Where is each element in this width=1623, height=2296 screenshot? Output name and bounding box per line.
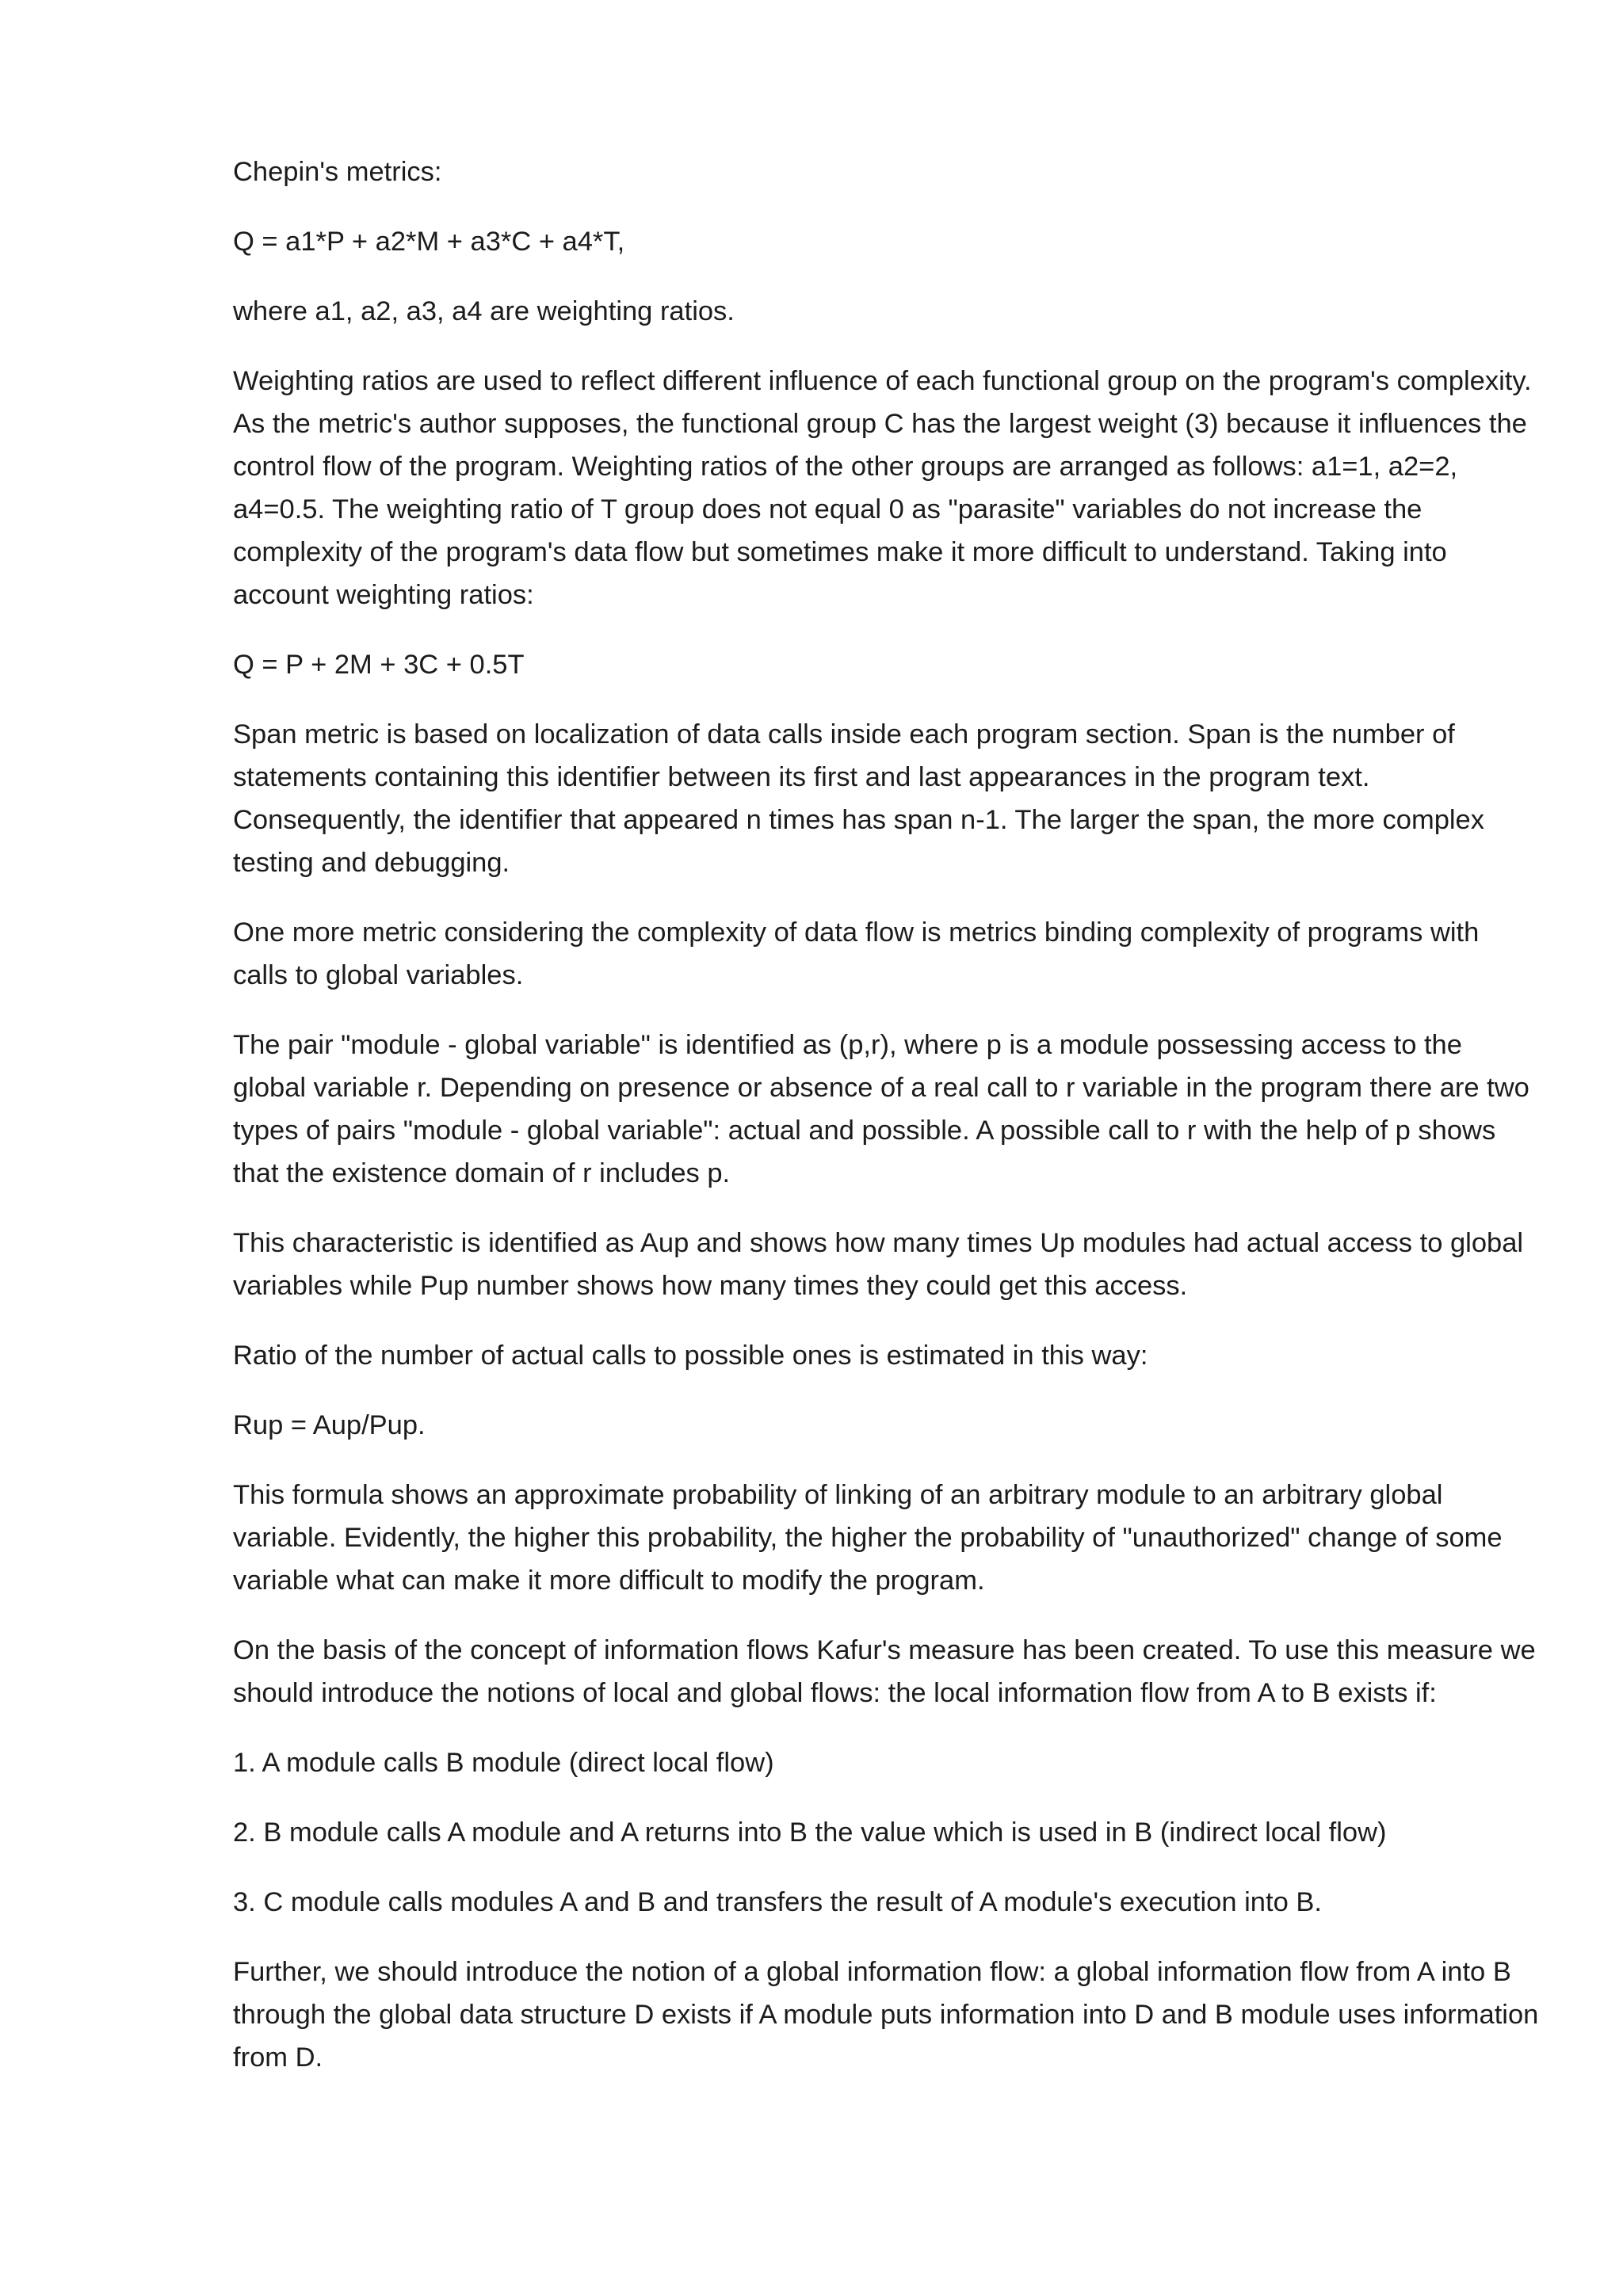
list-item-local-flow-2: 2. B module calls A module and A returns into B the value which is used in B (indirect local flow) [233,1817,1387,1848]
paragraph-weighting-ratios-definition: where a1, a2, a3, a4 are weighting ratios. [233,296,735,326]
list-item-local-flow-1: 1. A module calls B module (direct local flow) [233,1748,774,1778]
formula-chepin-general: Q = a1*P + a2*M + a3*C + a4*T, [233,227,625,257]
paragraph-aup-characteristic: This characteristic is identified as Aup and shows how many times Up modules had actual access to global variables while Pup number shows how many times they could get this access. [233,1228,1524,1301]
paragraph-probability-explanation: This formula shows an approximate probability of linking of an arbitrary module to an arbitrary global variable. Evidently, the higher this probability, the higher the probability of "unauthorized" change of some variable what can make it more difficult to modify the program. [233,1480,1503,1596]
paragraph-weighting-ratios-explanation: Weighting ratios are used to reflect different influence of each functional group on the program's complexity. As the metric's author supposes, the functional group C has the largest weight (3) because it influences the control flow of the program. Weighting ratios of the other groups are arranged as follows: a1=1, a2=2, a4=0.5. The weighting ratio of T group does not equal 0 as "parasite" variables do not increase the complexity of the program's data flow but sometimes make it more difficult to understand. Taking into account weighting ratios: [233,366,1532,610]
document-body [233,151,1541,2106]
paragraph-global-variables-metric: One more metric considering the complexity of data flow is metrics binding complexity of programs with calls to global variables. [233,917,1480,990]
list-item-local-flow-3: 3. C module calls modules A and B and transfers the result of A module's execution into B. [233,1887,1322,1917]
paragraph-kafur-measure: On the basis of the concept of information flows Kafur's measure has been created. To use this measure we should introduce the notions of local and global flows: the local information flow from A to B exists if: [233,1635,1536,1708]
paragraph-span-metric: Span metric is based on localization of data calls inside each program section. Span is the number of statements containing this identifier between its first and last appearances in the program text. Consequently, the identifier that appeared n times has span n-1. The larger the span, the more complex testing and debugging. [233,719,1484,878]
paragraph-global-information-flow: Further, we should introduce the notion of a global information flow: a global information flow from A into B through the global data structure D exists if A module puts information into D and B module uses information from D. [233,1957,1539,2073]
paragraph-ratio-estimation: Ratio of the number of actual calls to possible ones is estimated in this way: [233,1341,1148,1371]
formula-chepin-weighted: Q = P + 2M + 3C + 0.5T [233,650,525,680]
section-heading-chepin-metrics: Chepin's metrics: [233,157,442,187]
formula-rup: Rup = Aup/Pup. [233,1410,426,1440]
paragraph-module-global-variable-pair: The pair "module - global variable" is identified as (p,r), where p is a module possessing access to the global variable r. Depending on presence or absence of a real call to r variable in the program there are two types of pairs "module - global variable": actual and possible. A possible call to r with the help of p shows that the existence domain of r includes p. [233,1030,1529,1188]
